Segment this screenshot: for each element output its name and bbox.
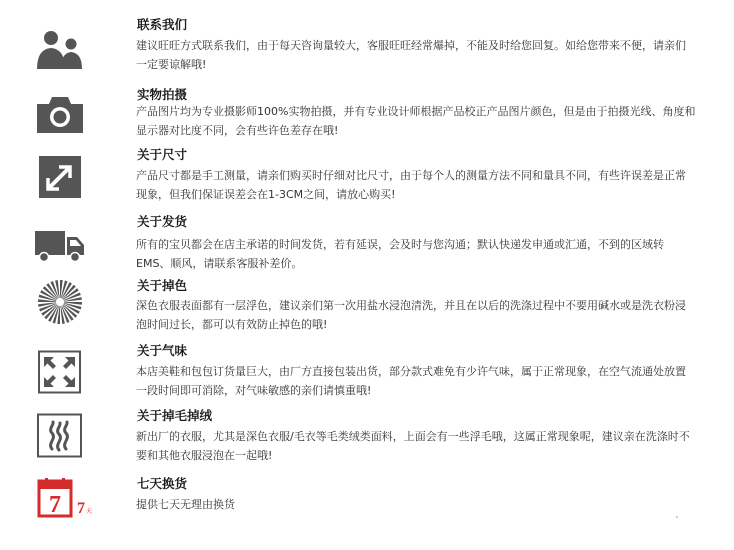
svg-text:7: 7 [49, 492, 61, 518]
section-title: 关于掉色 [137, 278, 188, 293]
section-title: 关于发货 [137, 214, 188, 229]
smell-waves-icon [35, 413, 85, 459]
svg-text:7: 7 [77, 500, 85, 517]
section-text: 本店美鞋和包包订货量巨大，由厂方直接包装出货，部分款式难免有少许气味，属于正常现象，在空气流通处放置一段时间即可消除，对气味敏感的亲们请慎重哦! [136, 365, 686, 397]
resize-arrow-icon [35, 155, 85, 201]
section-title: 联系我们 [137, 17, 188, 32]
seven-day-calendar-icon [35, 478, 95, 524]
section-title: 关于气味 [137, 343, 188, 358]
svg-text:天: 天 [86, 508, 93, 515]
section-title: 实物拍摄 [137, 87, 188, 102]
section-title: 七天换货 [137, 476, 188, 491]
section-title: 关于尺寸 [137, 147, 188, 162]
delivery-truck-icon [35, 222, 85, 268]
section-text: 所有的宝贝都会在店主承诺的时间发货，若有延误，会及时与您沟通；默认快递发申通或汇通，不到的区域转EMS、顺风，请联系客服补差价。 [136, 238, 664, 270]
fading-sunburst-icon [35, 279, 85, 325]
section-text: 建议旺旺方式联系我们，由于每天咨询量较大，客服旺旺经常爆掉，不能及时给您回复。如给您带来不便，请亲们一定要谅解哦! [136, 39, 686, 71]
camera-icon [35, 92, 85, 138]
people-icon [35, 27, 85, 73]
decorative-dot [676, 516, 678, 518]
section-text: 提供七天无理由换货 [136, 498, 235, 511]
section-text: 新出厂的衣服，尤其是深色衣服/毛衣等毛类绒类面料，上面会有一些浮毛哦，这属正常现象呢，建议亲在洗涤时不要和其他衣服浸泡在一起哦! [136, 430, 690, 462]
section-text: 深色衣服表面都有一层浮色，建议亲们第一次用盐水浸泡清洗，并且在以后的洗涤过程中不要用碱水或是洗衣粉浸泡时间过长，都可以有效防止掉色的哦! [136, 299, 686, 331]
section-text: 产品图片均为专业摄影师100%实物拍摄，并有专业设计师根据产品校正产品图片颜色，但是由于拍摄光线、角度和显示器对比度不同，会有些许色差存在哦! [136, 105, 696, 137]
section-title: 关于掉毛掉绒 [137, 408, 213, 423]
expand-arrows-icon [35, 350, 85, 396]
section-text: 产品尺寸都是手工测量，请亲们购买时仔细对比尺寸，由于每个人的测量方法不同和量具不同，有些许误差是正常现象，但我们保证误差会在1-3CM之间，请放心购买! [136, 169, 686, 201]
